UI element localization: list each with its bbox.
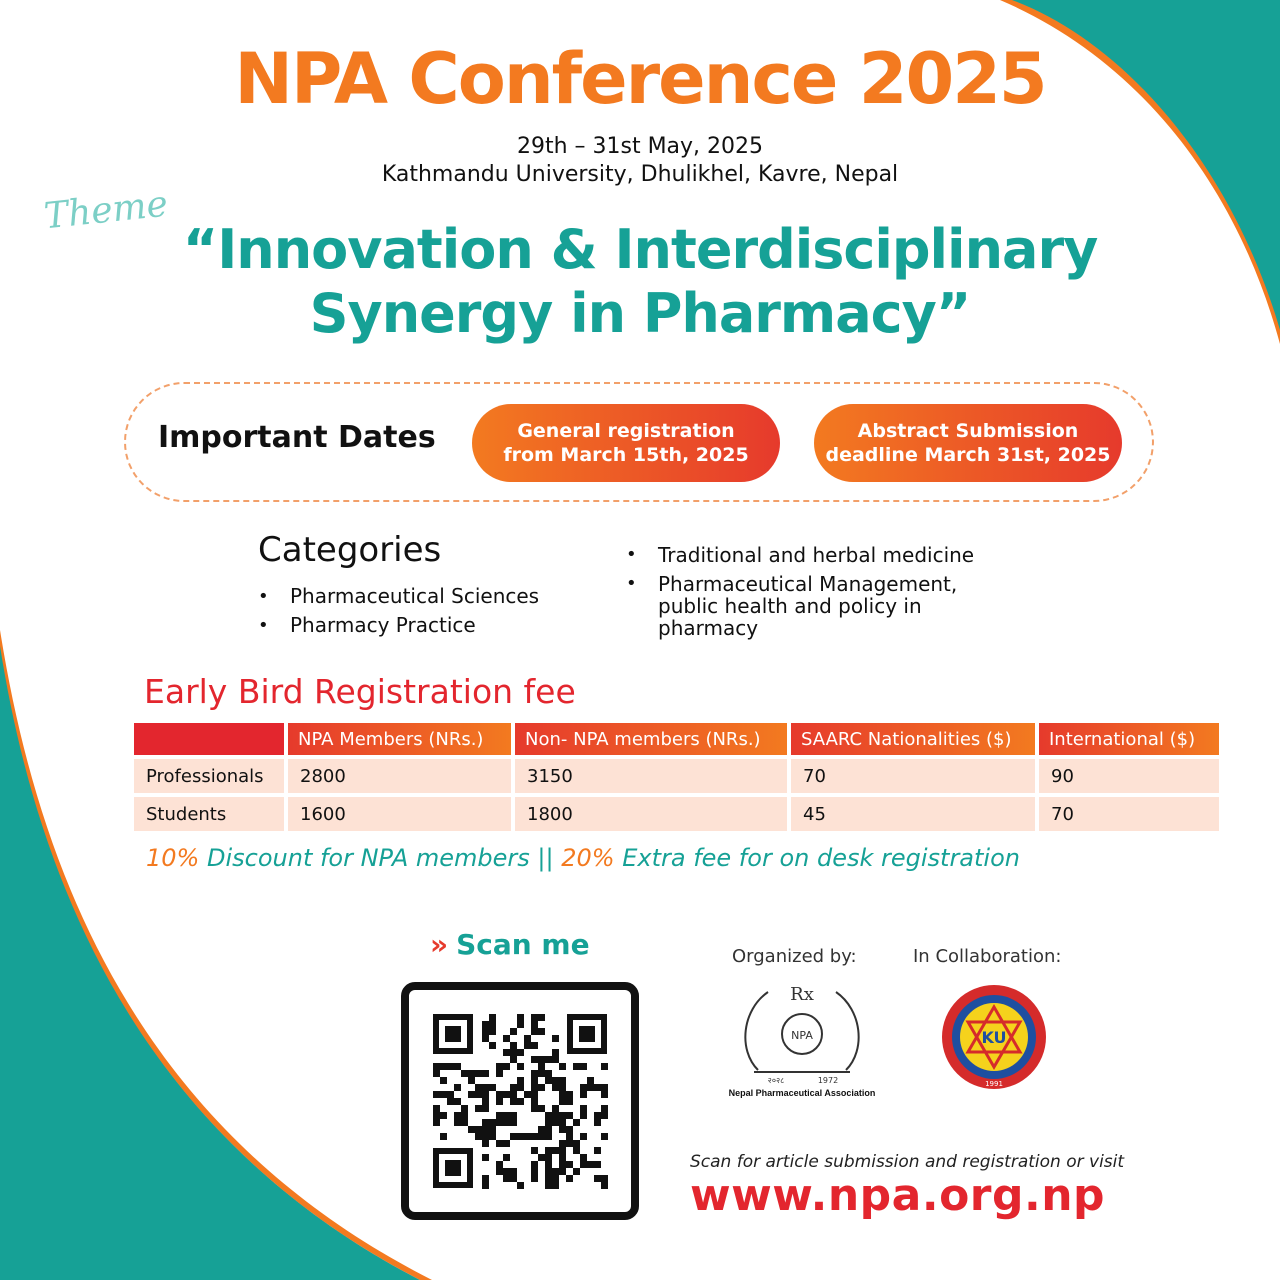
qr-module (489, 1021, 496, 1028)
qr-module (517, 1049, 524, 1056)
qr-module (594, 1119, 601, 1126)
qr-module (566, 1175, 573, 1182)
qr-code-icon[interactable] (409, 990, 631, 1212)
qr-module (545, 1077, 552, 1084)
svg-text:KU: KU (981, 1028, 1007, 1047)
table-cell: 45 (791, 797, 1035, 831)
qr-module (580, 1105, 587, 1112)
qr-module (524, 1035, 531, 1042)
qr-module (580, 1161, 587, 1168)
svg-text:1972: 1972 (817, 1076, 839, 1085)
qr-module (461, 1070, 468, 1077)
qr-module (482, 1140, 489, 1147)
qr-module (482, 1035, 489, 1042)
qr-module (447, 1098, 454, 1105)
qr-module (594, 1112, 601, 1119)
qr-module (510, 1042, 517, 1049)
category-item: • Pharmaceutical Sciences (258, 582, 539, 611)
qr-module (545, 1133, 552, 1140)
qr-module (524, 1133, 531, 1140)
qr-module (433, 1063, 440, 1070)
qr-module (559, 1168, 566, 1175)
qr-module (475, 1091, 482, 1098)
qr-module (587, 1077, 594, 1084)
category-item: • Pharmaceutical Management, public health and policy in pharmacy (626, 573, 1006, 639)
qr-module (552, 1035, 559, 1042)
qr-module (517, 1133, 524, 1140)
qr-module (496, 1168, 503, 1175)
qr-module (580, 1084, 587, 1091)
qr-module (559, 1063, 566, 1070)
qr-module (545, 1154, 552, 1161)
header-cell: SAARC Nationalities ($) (791, 723, 1035, 755)
discount-text: Discount for NPA members (206, 844, 530, 872)
qr-module (531, 1168, 538, 1175)
collaboration-label: In Collaboration: (913, 946, 1062, 967)
organized-by-label: Organized by: (732, 946, 857, 967)
qr-module (440, 1063, 447, 1070)
qr-module (510, 1133, 517, 1140)
qr-module (482, 1070, 489, 1077)
qr-module (461, 1119, 468, 1126)
qr-module (531, 1105, 538, 1112)
qr-module (552, 1084, 559, 1091)
qr-module (587, 1161, 594, 1168)
qr-module (482, 1105, 489, 1112)
qr-module (482, 1098, 489, 1105)
qr-module (475, 1084, 482, 1091)
qr-module (454, 1112, 461, 1119)
qr-module (440, 1112, 447, 1119)
qr-module (538, 1105, 545, 1112)
qr-module (489, 1119, 496, 1126)
website-link[interactable]: www.npa.org.np (690, 1170, 1106, 1221)
fee-title: Early Bird Registration fee (144, 672, 576, 711)
qr-module (552, 1168, 559, 1175)
qr-module (496, 1098, 503, 1105)
qr-module (461, 1112, 468, 1119)
svg-text:Nepal Pharmaceutical Associati: Nepal Pharmaceutical Association (728, 1088, 876, 1098)
qr-module (559, 1147, 566, 1154)
qr-module (538, 1084, 545, 1091)
qr-module (545, 1175, 552, 1182)
qr-module (468, 1070, 475, 1077)
qr-module (517, 1098, 524, 1105)
general-registration-pill (472, 404, 780, 482)
npa-logo (728, 980, 876, 1102)
qr-module (461, 1105, 468, 1112)
qr-module (531, 1084, 538, 1091)
qr-module (580, 1112, 587, 1119)
qr-module (517, 1021, 524, 1028)
header-cell (134, 723, 284, 755)
qr-module (531, 1042, 538, 1049)
qr-module (580, 1091, 587, 1098)
qr-module (510, 1168, 517, 1175)
header-cell: NPA Members (NRs.) (288, 723, 511, 755)
qr-module (475, 1070, 482, 1077)
qr-module (503, 1168, 510, 1175)
qr-module (587, 1084, 594, 1091)
qr-code-frame[interactable] (401, 982, 639, 1220)
header-cell: International ($) (1039, 723, 1219, 755)
qr-module (489, 1014, 496, 1021)
qr-module (573, 1140, 580, 1147)
ku-logo (936, 982, 1052, 1092)
qr-module (482, 1084, 489, 1091)
pill-line-2: from March 15th, 2025 (503, 444, 749, 466)
qr-module (552, 1119, 559, 1126)
table-cell: 1600 (288, 797, 511, 831)
pill-line-2: deadline March 31st, 2025 (825, 444, 1111, 466)
qr-module (510, 1084, 517, 1091)
qr-module (475, 1126, 482, 1133)
svg-text:Rx: Rx (790, 984, 814, 1005)
qr-module (433, 1119, 440, 1126)
theme-line-2: Synergy in Pharmacy” (309, 282, 971, 345)
qr-module (447, 1063, 454, 1070)
qr-module (531, 1133, 538, 1140)
table-row (134, 759, 1219, 793)
qr-module (447, 1091, 454, 1098)
qr-module (503, 1140, 510, 1147)
qr-module (531, 1175, 538, 1182)
qr-module (496, 1091, 503, 1098)
qr-module (566, 1126, 573, 1133)
qr-module (503, 1063, 510, 1070)
qr-module (594, 1084, 601, 1091)
qr-module (580, 1133, 587, 1140)
qr-module (601, 1133, 608, 1140)
svg-text:1991: 1991 (985, 1080, 1003, 1088)
table-cell: 2800 (288, 759, 511, 793)
qr-module (482, 1126, 489, 1133)
qr-module (503, 1154, 510, 1161)
qr-module (573, 1063, 580, 1070)
table-cell: 3150 (515, 759, 787, 793)
row-label: Professionals (134, 759, 284, 793)
discount-percent: 10% (146, 844, 200, 872)
row-label: Students (134, 797, 284, 831)
qr-module (503, 1112, 510, 1119)
qr-module (552, 1105, 559, 1112)
scan-me-label (430, 928, 590, 961)
qr-module (510, 1056, 517, 1063)
qr-module (531, 1056, 538, 1063)
qr-module (538, 1028, 545, 1035)
qr-module (580, 1063, 587, 1070)
fee-table (130, 719, 1223, 835)
qr-module (601, 1182, 608, 1189)
conference-title: NPA Conference 2025 (234, 38, 1046, 120)
qr-module (566, 1161, 573, 1168)
qr-module (510, 1119, 517, 1126)
qr-module (601, 1091, 608, 1098)
qr-module (559, 1112, 566, 1119)
qr-module (489, 1133, 496, 1140)
qr-module (552, 1182, 559, 1189)
qr-module (482, 1154, 489, 1161)
qr-module (496, 1161, 503, 1168)
theme-title (0, 218, 1280, 346)
qr-module (545, 1070, 552, 1077)
qr-module (468, 1077, 475, 1084)
qr-module (475, 1105, 482, 1112)
table-row (134, 797, 1219, 831)
table-cell: 90 (1039, 759, 1219, 793)
qr-module (545, 1161, 552, 1168)
qr-module (573, 1119, 580, 1126)
qr-module (517, 1063, 524, 1070)
table-cell: 1800 (515, 797, 787, 831)
qr-module (433, 1091, 440, 1098)
qr-module (433, 1112, 440, 1119)
qr-module (475, 1133, 482, 1140)
qr-module (482, 1119, 489, 1126)
important-dates-label: Important Dates (158, 420, 436, 455)
extra-fee-text: Extra fee for on desk registration (622, 844, 1020, 872)
qr-module (531, 1098, 538, 1105)
qr-module (496, 1140, 503, 1147)
qr-module (580, 1154, 587, 1161)
qr-module (545, 1112, 552, 1119)
qr-module (538, 1133, 545, 1140)
qr-module (594, 1175, 601, 1182)
qr-module (433, 1105, 440, 1112)
theme-label: Theme (42, 183, 170, 238)
qr-module (517, 1077, 524, 1084)
qr-module (454, 1119, 461, 1126)
qr-module (566, 1133, 573, 1140)
discount-note (146, 844, 1020, 872)
qr-module (503, 1049, 510, 1056)
qr-module (601, 1105, 608, 1112)
qr-module (454, 1098, 461, 1105)
qr-module (559, 1077, 566, 1084)
qr-module (489, 1042, 496, 1049)
qr-module (538, 1014, 545, 1021)
qr-module (545, 1147, 552, 1154)
qr-module (559, 1161, 566, 1168)
qr-module (545, 1168, 552, 1175)
qr-module (440, 1091, 447, 1098)
qr-module (440, 1077, 447, 1084)
qr-module (538, 1154, 545, 1161)
scan-me-text: Scan me (456, 928, 590, 961)
qr-module (489, 1028, 496, 1035)
qr-module (545, 1119, 552, 1126)
qr-module (531, 1021, 538, 1028)
qr-module (496, 1119, 503, 1126)
qr-module (601, 1112, 608, 1119)
qr-module (545, 1182, 552, 1189)
qr-module (573, 1168, 580, 1175)
fee-table-header (134, 723, 1219, 755)
qr-module (496, 1063, 503, 1070)
header-cell: Non- NPA members (NRs.) (515, 723, 787, 755)
category-item: • Pharmacy Practice (258, 611, 539, 640)
qr-module (517, 1182, 524, 1189)
qr-module (503, 1091, 510, 1098)
qr-module (454, 1063, 461, 1070)
qr-module (433, 1070, 440, 1077)
qr-module (552, 1112, 559, 1119)
separator: || (537, 844, 554, 872)
qr-module (559, 1154, 566, 1161)
qr-module (468, 1126, 475, 1133)
qr-module (552, 1077, 559, 1084)
pill-line-1: Abstract Submission (857, 420, 1079, 442)
qr-module (510, 1112, 517, 1119)
qr-module (517, 1084, 524, 1091)
extra-fee-percent: 20% (561, 844, 615, 872)
qr-module (552, 1056, 559, 1063)
qr-module (601, 1084, 608, 1091)
qr-module (489, 1084, 496, 1091)
qr-module (559, 1084, 566, 1091)
qr-module (559, 1091, 566, 1098)
qr-module (573, 1147, 580, 1154)
qr-module (531, 1161, 538, 1168)
qr-module (566, 1140, 573, 1147)
qr-module (594, 1161, 601, 1168)
qr-module (454, 1084, 461, 1091)
qr-module (510, 1098, 517, 1105)
pill-line-1: General registration (517, 420, 735, 442)
qr-module (524, 1042, 531, 1049)
qr-module (482, 1091, 489, 1098)
conference-venue: Kathmandu University, Dhulikhel, Kavre, Nepal (381, 162, 899, 187)
qr-module (531, 1091, 538, 1098)
qr-module (566, 1098, 573, 1105)
qr-module (601, 1063, 608, 1070)
qr-module (468, 1091, 475, 1098)
qr-module (510, 1028, 517, 1035)
qr-module (503, 1175, 510, 1182)
svg-text:२०२८: २०२८ (767, 1076, 785, 1085)
qr-module (531, 1070, 538, 1077)
qr-module (524, 1091, 531, 1098)
svg-text:NPA: NPA (791, 1029, 813, 1042)
qr-module (552, 1175, 559, 1182)
qr-module (482, 1028, 489, 1035)
qr-module (510, 1049, 517, 1056)
visit-text: Scan for article submission and registration or visit (690, 1152, 1125, 1172)
qr-module (489, 1126, 496, 1133)
qr-module (559, 1119, 566, 1126)
qr-module (601, 1175, 608, 1182)
qr-module (503, 1035, 510, 1042)
qr-module (566, 1112, 573, 1119)
qr-module (538, 1070, 545, 1077)
qr-module (482, 1175, 489, 1182)
categories-list-right (626, 544, 1006, 639)
qr-module (531, 1077, 538, 1084)
qr-module (545, 1056, 552, 1063)
qr-module (552, 1049, 559, 1056)
qr-module (545, 1126, 552, 1133)
abstract-deadline-pill (814, 404, 1122, 482)
theme-line-1: “Innovation & Interdisciplinary (182, 218, 1098, 281)
qr-module (594, 1147, 601, 1154)
table-cell: 70 (1039, 797, 1219, 831)
table-cell: 70 (791, 759, 1035, 793)
qr-module (531, 1014, 538, 1021)
qr-module (503, 1119, 510, 1126)
qr-module (510, 1091, 517, 1098)
qr-module (440, 1133, 447, 1140)
qr-module (538, 1126, 545, 1133)
qr-module (538, 1063, 545, 1070)
qr-module (496, 1112, 503, 1119)
categories-list-left (258, 582, 539, 640)
qr-module (559, 1126, 566, 1133)
category-item: • Traditional and herbal medicine (626, 544, 1006, 566)
qr-module (482, 1021, 489, 1028)
qr-module (538, 1056, 545, 1063)
qr-module (482, 1182, 489, 1189)
qr-module (559, 1098, 566, 1105)
categories-title: Categories (258, 530, 442, 570)
qr-module (531, 1028, 538, 1035)
qr-module (559, 1140, 566, 1147)
qr-module (566, 1091, 573, 1098)
qr-module (552, 1147, 559, 1154)
qr-module (510, 1175, 517, 1182)
qr-module (496, 1070, 503, 1077)
qr-module (482, 1133, 489, 1140)
qr-module (517, 1014, 524, 1021)
qr-module (531, 1147, 538, 1154)
conference-dates: 29th – 31st May, 2025 (516, 134, 764, 159)
double-chevron-right-icon: » (430, 928, 449, 961)
